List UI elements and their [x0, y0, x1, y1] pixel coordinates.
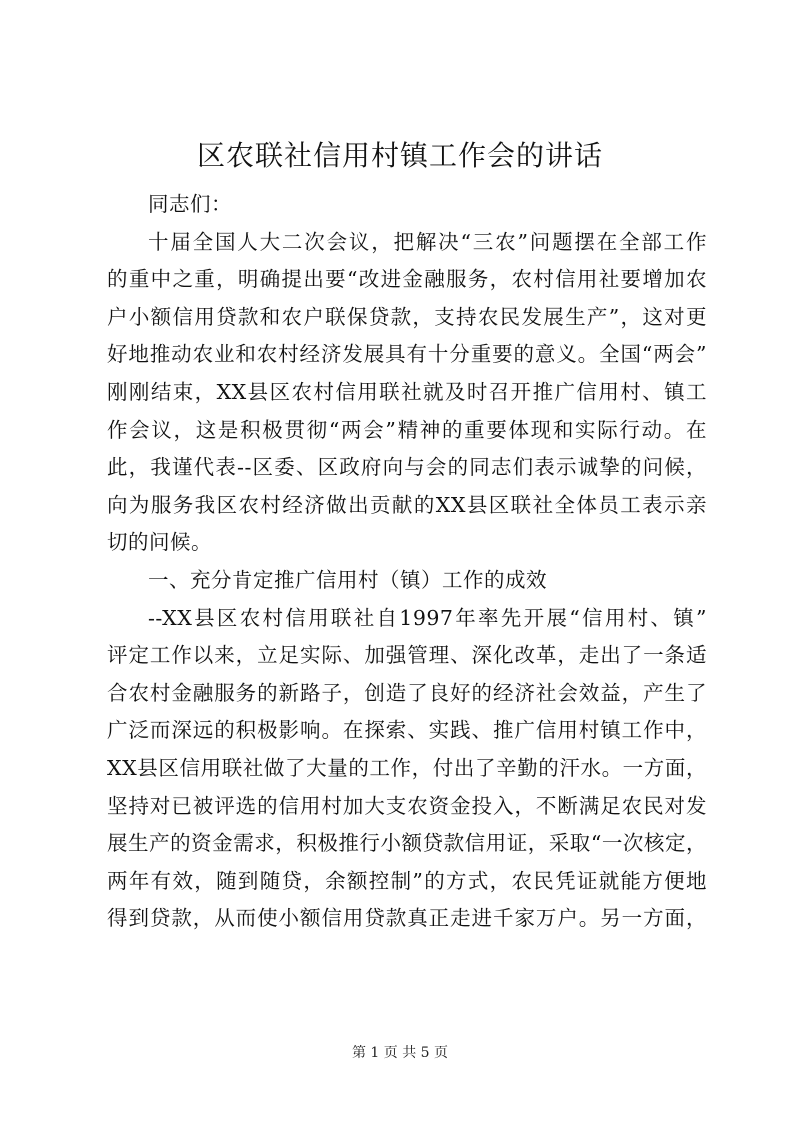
body-line: 好地推动农业和农村经济发展具有十分重要的意义。全国“两会”: [107, 342, 707, 367]
body-line: 向为服务我区农村经济做出贡献的XX县区联社全体员工表示亲: [107, 492, 707, 517]
body-line: 得到贷款，从而使小额信用贷款真正走进千家万户。另一方面，: [107, 906, 707, 931]
document-body: [107, 186, 707, 938]
body-line: 刚刚结束，XX县区农村信用联社就及时召开推广信用村、镇工: [107, 379, 707, 404]
body-line: XX县区信用联社做了大量的工作，付出了辛勤的汗水。一方面，: [107, 755, 707, 780]
body-line: 广泛而深远的积极影响。在探索、实践、推广信用村镇工作中，: [107, 718, 707, 743]
body-line: 坚持对已被评选的信用村加大支农资金投入，不断满足农民对发: [107, 793, 707, 818]
salutation-line: 同志们：: [148, 192, 232, 216]
body-line: --XX县区农村信用联社自1997年率先开展“信用村、镇”: [148, 605, 707, 630]
body-line: 此，我谨代表--区委、区政府向与会的同志们表示诚挚的问候，: [107, 455, 707, 480]
page-title: 区农联社信用村镇工作会的讲话: [196, 139, 603, 172]
body-line: 十届全国人大二次会议，把解决“三农”问题摆在全部工作: [148, 229, 707, 254]
body-line: 切的问候。: [107, 530, 212, 555]
body-line: 两年有效，随到随贷，余额控制”的方式，农民凭证就能方便地: [107, 868, 707, 893]
body-line: 户小额信用贷款和农户联保贷款，支持农民发展生产”，这对更: [107, 304, 707, 329]
body-line: 合农村金融服务的新路子，创造了良好的经济社会效益，产生了: [107, 680, 707, 705]
page-footer: 第 1 页 共 5 页: [351, 1045, 449, 1061]
body-line: 展生产的资金需求，积极推行小额贷款信用证，采取“一次核定，: [107, 831, 707, 856]
section-heading: 一、充分肯定推广信用村（镇）工作的成效: [148, 567, 547, 592]
body-line: 评定工作以来，立足实际、加强管理、深化改革，走出了一条适: [107, 643, 707, 668]
body-line: 的重中之重，明确提出要“改进金融服务，农村信用社要增加农: [107, 267, 707, 292]
body-line: 作会议，这是积极贯彻“两会”精神的重要体现和实际行动。在: [107, 417, 707, 442]
